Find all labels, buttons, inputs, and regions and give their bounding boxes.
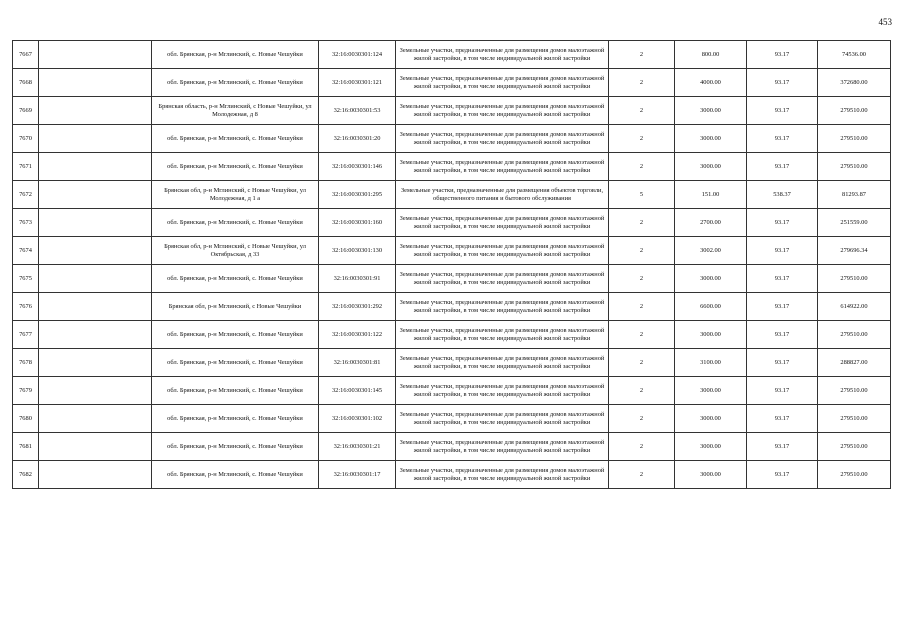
unit-value-cell: 93.17 — [747, 461, 818, 489]
land-use-cell: Земельные участки, предназначенные для размещения домов малоэтажной жилой застройки, в том числе индивидуальной жилой застройки — [396, 377, 609, 405]
land-use-cell: Земельные участки, предназначенные для размещения домов малоэтажной жилой застройки, в том числе индивидуальной жилой застройки — [396, 461, 609, 489]
cadastral-value-cell: 279510.00 — [818, 265, 891, 293]
table-row — [13, 433, 891, 461]
cadastral-number-cell: 32:16:0030301:130 — [319, 237, 396, 265]
row-number: 7671 — [13, 153, 39, 181]
cadastral-value-cell: 279510.00 — [818, 461, 891, 489]
row-number: 7667 — [13, 41, 39, 69]
cadastral-value-cell: 279510.00 — [818, 97, 891, 125]
cadastral-value-cell: 279510.00 — [818, 125, 891, 153]
cadastral-number-cell: 32:16:0030301:122 — [319, 321, 396, 349]
unit-value-cell: 93.17 — [747, 433, 818, 461]
cadastral-value-cell: 279510.00 — [818, 405, 891, 433]
cadastral-number-cell: 32:16:0030301:145 — [319, 377, 396, 405]
blank-column — [39, 125, 152, 153]
cadastral-number-cell: 32:16:0030301:146 — [319, 153, 396, 181]
row-number: 7675 — [13, 265, 39, 293]
group-number-cell: 2 — [609, 321, 675, 349]
blank-column — [39, 293, 152, 321]
unit-value-cell: 93.17 — [747, 209, 818, 237]
area-cell: 3002.00 — [675, 237, 747, 265]
row-number: 7677 — [13, 321, 39, 349]
blank-column — [39, 405, 152, 433]
area-cell: 3000.00 — [675, 321, 747, 349]
cadastral-value-cell: 288827.00 — [818, 349, 891, 377]
table-row — [13, 321, 891, 349]
blank-column — [39, 349, 152, 377]
area-cell: 6600.00 — [675, 293, 747, 321]
row-number: 7674 — [13, 237, 39, 265]
unit-value-cell: 93.17 — [747, 125, 818, 153]
blank-column — [39, 41, 152, 69]
address-cell: обл. Брянская, р-н Мглинский, с. Новые Чешуйки — [152, 405, 319, 433]
address-cell: обл. Брянская, р-н Мглинский, с. Новые Чешуйки — [152, 209, 319, 237]
table-row — [13, 125, 891, 153]
land-use-cell: Земельные участки, предназначенные для размещения домов малоэтажной жилой застройки, в том числе индивидуальной жилой застройки — [396, 293, 609, 321]
row-number: 7682 — [13, 461, 39, 489]
area-cell: 800.00 — [675, 41, 747, 69]
table-row — [13, 237, 891, 265]
group-number-cell: 2 — [609, 293, 675, 321]
table-row — [13, 377, 891, 405]
land-use-cell: Земельные участки, предназначенные для размещения домов малоэтажной жилой застройки, в том числе индивидуальной жилой застройки — [396, 153, 609, 181]
group-number-cell: 2 — [609, 433, 675, 461]
table-row — [13, 349, 891, 377]
cadastral-value-cell: 279510.00 — [818, 433, 891, 461]
land-use-cell: Земельные участки, предназначенные для размещения домов малоэтажной жилой застройки, в том числе индивидуальной жилой застройки — [396, 125, 609, 153]
group-number-cell: 2 — [609, 41, 675, 69]
cadastral-number-cell: 32:16:0030301:17 — [319, 461, 396, 489]
area-cell: 151.00 — [675, 181, 747, 209]
cadastral-value-cell: 279510.00 — [818, 321, 891, 349]
address-cell: Брянская обл, р-н Мглинский, с Новые Чешуйки, ул Октябрьская, д 33 — [152, 237, 319, 265]
cadastral-value-cell: 372680.00 — [818, 69, 891, 97]
row-number: 7670 — [13, 125, 39, 153]
unit-value-cell: 93.17 — [747, 69, 818, 97]
group-number-cell: 2 — [609, 125, 675, 153]
address-cell: обл. Брянская, р-н Мглинский, с. Новые Чешуйки — [152, 349, 319, 377]
group-number-cell: 5 — [609, 181, 675, 209]
cadastral-number-cell: 32:16:0030301:21 — [319, 433, 396, 461]
group-number-cell: 2 — [609, 377, 675, 405]
area-cell: 3000.00 — [675, 405, 747, 433]
blank-column — [39, 377, 152, 405]
unit-value-cell: 93.17 — [747, 237, 818, 265]
area-cell: 3000.00 — [675, 125, 747, 153]
table-row — [13, 461, 891, 489]
cadastral-number-cell: 32:16:0030301:121 — [319, 69, 396, 97]
table-row — [13, 209, 891, 237]
land-use-cell: Земельные участки, предназначенные для размещения объектов торговли, общественного питания и бытового обслуживания — [396, 181, 609, 209]
land-use-cell: Земельные участки, предназначенные для размещения домов малоэтажной жилой застройки, в том числе индивидуальной жилой застройки — [396, 433, 609, 461]
blank-column — [39, 461, 152, 489]
blank-column — [39, 69, 152, 97]
cadastral-number-cell: 32:16:0030301:102 — [319, 405, 396, 433]
area-cell: 4000.00 — [675, 69, 747, 97]
blank-column — [39, 237, 152, 265]
land-use-cell: Земельные участки, предназначенные для размещения домов малоэтажной жилой застройки, в том числе индивидуальной жилой застройки — [396, 321, 609, 349]
cadastral-number-cell: 32:16:0030301:81 — [319, 349, 396, 377]
cadastral-value-cell: 614922.00 — [818, 293, 891, 321]
row-number: 7676 — [13, 293, 39, 321]
row-number: 7672 — [13, 181, 39, 209]
row-number: 7681 — [13, 433, 39, 461]
land-use-cell: Земельные участки, предназначенные для размещения домов малоэтажной жилой застройки, в том числе индивидуальной жилой застройки — [396, 237, 609, 265]
cadastral-value-cell: 279510.00 — [818, 153, 891, 181]
table-row — [13, 153, 891, 181]
row-number: 7680 — [13, 405, 39, 433]
address-cell: Брянская обл, р-н Мглинский, с Новые Чешуйки — [152, 293, 319, 321]
address-cell: Брянская обл, р-н Мглинский, с Новые Чешуйки, ул Молодежная, д 1 а — [152, 181, 319, 209]
group-number-cell: 2 — [609, 97, 675, 125]
unit-value-cell: 93.17 — [747, 349, 818, 377]
unit-value-cell: 538.37 — [747, 181, 818, 209]
group-number-cell: 2 — [609, 209, 675, 237]
unit-value-cell: 93.17 — [747, 377, 818, 405]
cadastral-number-cell: 32:16:0030301:295 — [319, 181, 396, 209]
area-cell: 3000.00 — [675, 377, 747, 405]
area-cell: 3000.00 — [675, 97, 747, 125]
row-number: 7673 — [13, 209, 39, 237]
blank-column — [39, 433, 152, 461]
row-number: 7679 — [13, 377, 39, 405]
table-row — [13, 41, 891, 69]
land-use-cell: Земельные участки, предназначенные для размещения домов малоэтажной жилой застройки, в том числе индивидуальной жилой застройки — [396, 265, 609, 293]
unit-value-cell: 93.17 — [747, 153, 818, 181]
table-row — [13, 293, 891, 321]
group-number-cell: 2 — [609, 237, 675, 265]
unit-value-cell: 93.17 — [747, 405, 818, 433]
unit-value-cell: 93.17 — [747, 293, 818, 321]
cadastral-value-table — [12, 40, 891, 489]
group-number-cell: 2 — [609, 69, 675, 97]
land-use-cell: Земельные участки, предназначенные для размещения домов малоэтажной жилой застройки, в том числе индивидуальной жилой застройки — [396, 41, 609, 69]
row-number: 7669 — [13, 97, 39, 125]
table-row — [13, 405, 891, 433]
group-number-cell: 2 — [609, 349, 675, 377]
unit-value-cell: 93.17 — [747, 41, 818, 69]
table-row — [13, 69, 891, 97]
group-number-cell: 2 — [609, 153, 675, 181]
land-use-cell: Земельные участки, предназначенные для размещения домов малоэтажной жилой застройки, в том числе индивидуальной жилой застройки — [396, 405, 609, 433]
cadastral-number-cell: 32:16:0030301:292 — [319, 293, 396, 321]
area-cell: 3000.00 — [675, 265, 747, 293]
table-row — [13, 181, 891, 209]
blank-column — [39, 265, 152, 293]
cadastral-value-cell: 279510.00 — [818, 377, 891, 405]
land-use-cell: Земельные участки, предназначенные для размещения домов малоэтажной жилой застройки, в том числе индивидуальной жилой застройки — [396, 97, 609, 125]
area-cell: 2700.00 — [675, 209, 747, 237]
cadastral-number-cell: 32:16:0030301:91 — [319, 265, 396, 293]
address-cell: обл. Брянская, р-н Мглинский, с. Новые Чешуйки — [152, 153, 319, 181]
cadastral-value-cell: 251559.00 — [818, 209, 891, 237]
address-cell: обл. Брянская, р-н Мглинский, с. Новые Чешуйки — [152, 433, 319, 461]
area-cell: 3000.00 — [675, 461, 747, 489]
address-cell: обл. Брянская, р-н Мглинский, с. Новые Чешуйки — [152, 461, 319, 489]
address-cell: обл. Брянская, р-н Мглинский, с. Новые Чешуйки — [152, 377, 319, 405]
group-number-cell: 2 — [609, 405, 675, 433]
group-number-cell: 2 — [609, 265, 675, 293]
blank-column — [39, 181, 152, 209]
area-cell: 3000.00 — [675, 153, 747, 181]
land-use-cell: Земельные участки, предназначенные для размещения домов малоэтажной жилой застройки, в том числе индивидуальной жилой застройки — [396, 349, 609, 377]
table-row — [13, 97, 891, 125]
area-cell: 3100.00 — [675, 349, 747, 377]
cadastral-number-cell: 32:16:0030301:53 — [319, 97, 396, 125]
cadastral-number-cell: 32:16:0030301:20 — [319, 125, 396, 153]
cadastral-value-cell: 279696.34 — [818, 237, 891, 265]
blank-column — [39, 321, 152, 349]
row-number: 7678 — [13, 349, 39, 377]
address-cell: обл. Брянская, р-н Мглинский, с. Новые Чешуйки — [152, 321, 319, 349]
unit-value-cell: 93.17 — [747, 321, 818, 349]
blank-column — [39, 97, 152, 125]
cadastral-number-cell: 32:16:0030301:160 — [319, 209, 396, 237]
land-use-cell: Земельные участки, предназначенные для размещения домов малоэтажной жилой застройки, в том числе индивидуальной жилой застройки — [396, 69, 609, 97]
blank-column — [39, 153, 152, 181]
address-cell: обл. Брянская, р-н Мглинский, с. Новые Чешуйки — [152, 125, 319, 153]
cadastral-value-cell: 81293.87 — [818, 181, 891, 209]
cadastral-value-cell: 74536.00 — [818, 41, 891, 69]
table-row — [13, 265, 891, 293]
table-body — [13, 41, 891, 489]
address-cell: Брянская область, р-н Мглинский, с Новые Чешуйки, ул Молодежная, д 8 — [152, 97, 319, 125]
unit-value-cell: 93.17 — [747, 265, 818, 293]
cadastral-number-cell: 32:16:0030301:124 — [319, 41, 396, 69]
address-cell: обл. Брянская, р-н Мглинский, с. Новые Чешуйки — [152, 41, 319, 69]
blank-column — [39, 209, 152, 237]
area-cell: 3000.00 — [675, 433, 747, 461]
unit-value-cell: 93.17 — [747, 97, 818, 125]
page-number: 453 — [878, 17, 892, 27]
group-number-cell: 2 — [609, 461, 675, 489]
row-number: 7668 — [13, 69, 39, 97]
address-cell: обл. Брянская, р-н Мглинский, с. Новые Чешуйки — [152, 69, 319, 97]
land-use-cell: Земельные участки, предназначенные для размещения домов малоэтажной жилой застройки, в том числе индивидуальной жилой застройки — [396, 209, 609, 237]
address-cell: обл. Брянская, р-н Мглинский, с. Новые Чешуйки — [152, 265, 319, 293]
